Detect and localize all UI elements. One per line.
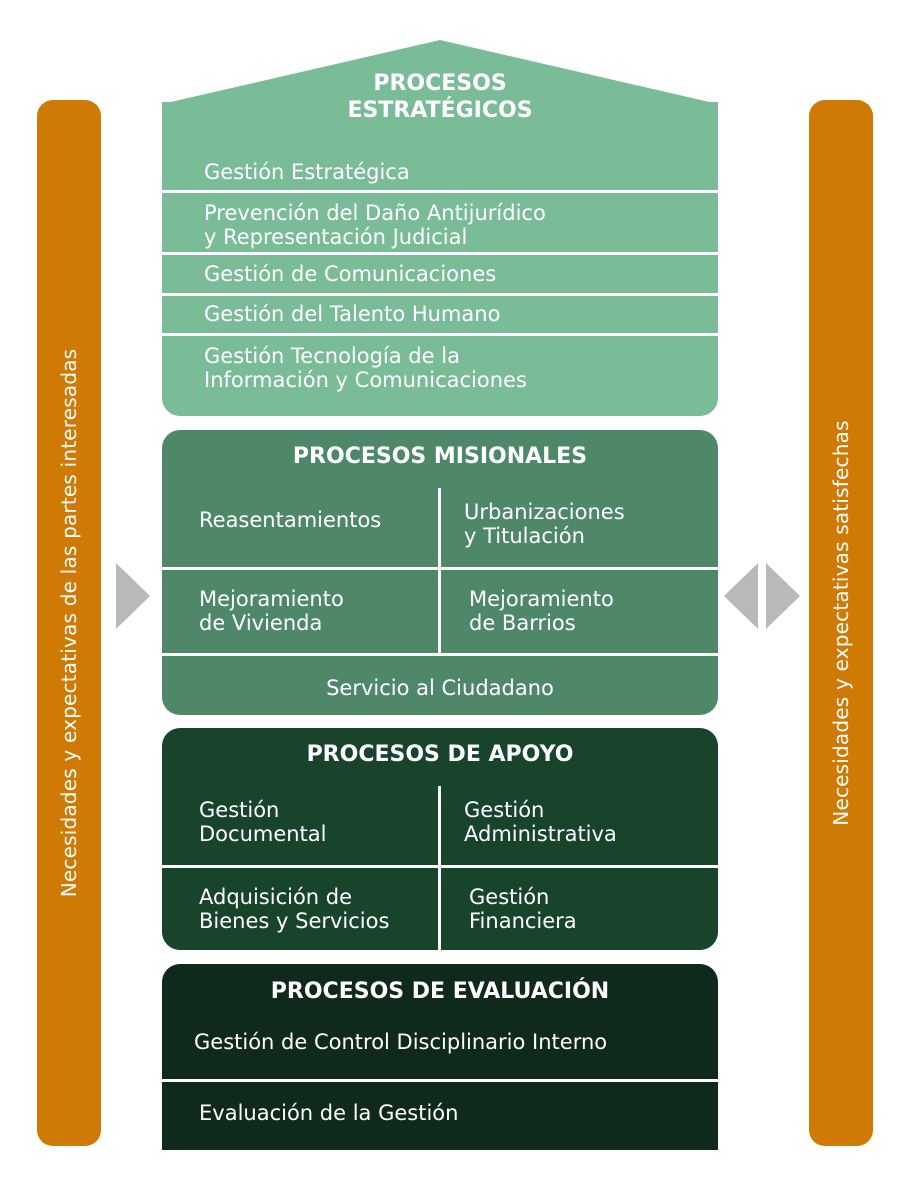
strategic-item-5 — [204, 344, 527, 392]
divider — [438, 488, 441, 653]
strategic-item-2-line1: Prevención del Daño Antijurídico — [204, 201, 546, 225]
divider — [438, 786, 441, 950]
divider — [162, 1079, 718, 1082]
support-cell-adquisicion — [199, 885, 389, 933]
missional-cell-line2: y Titulación — [464, 524, 585, 548]
missional-cell-reasentamientos — [199, 508, 381, 532]
missional-title: PROCESOS MISIONALES — [292, 444, 588, 469]
missional-cell-line1: Urbanizaciones — [464, 500, 625, 524]
divider — [162, 653, 718, 656]
strategic-item-1 — [204, 160, 410, 184]
support-title: PROCESOS DE APOYO — [306, 742, 574, 767]
strategic-item-3 — [204, 262, 496, 286]
divider — [162, 333, 718, 336]
strategic-item-4-text: Gestión del Talento Humano — [204, 302, 501, 326]
strategic-item-4 — [204, 302, 500, 326]
support-cell-line1: Gestión — [464, 798, 545, 822]
left-arrow-icon — [724, 563, 758, 629]
evaluation-processes-block — [162, 964, 718, 1150]
missional-cell-line2: de Vivienda — [199, 611, 323, 635]
missional-cell-urbanizaciones — [464, 500, 625, 548]
support-cell-line1: Gestión — [469, 885, 550, 909]
support-cell-line2: Financiera — [469, 909, 577, 933]
evaluation-item-2: Evaluación de la Gestión — [199, 1101, 459, 1125]
left-side-bar — [37, 100, 101, 1146]
divider — [162, 865, 718, 868]
strategic-item-2-line2: y Representación Judicial — [204, 225, 468, 249]
strategic-item-2 — [204, 201, 546, 249]
strategic-title-line2: ESTRATÉGICOS — [347, 98, 533, 123]
right-arrow-icon — [766, 563, 800, 629]
missional-cell-line1: Mejoramiento — [469, 587, 614, 611]
strategic-item-5-line2: Información y Comunicaciones — [204, 368, 527, 392]
support-cell-line2: Documental — [199, 822, 327, 846]
right-side-bar — [809, 100, 873, 1146]
support-cell-line2: Bienes y Servicios — [199, 909, 390, 933]
missional-processes-block — [162, 430, 718, 715]
missional-cell-mejoramiento-barrios — [469, 587, 614, 635]
evaluation-title: PROCESOS DE EVALUACIÓN — [270, 979, 610, 1004]
right-side-label: Necesidades y expectativas satisfechas — [829, 420, 853, 826]
missional-cell-line1: Mejoramiento — [199, 587, 344, 611]
divider — [162, 252, 718, 255]
strategic-processes-block — [162, 98, 718, 416]
support-cell-gestion-administrativa — [464, 798, 617, 846]
support-cell-gestion-documental — [199, 798, 327, 846]
right-arrow-icon — [116, 563, 150, 629]
missional-footer: Servicio al Ciudadano — [326, 676, 554, 700]
divider — [162, 567, 718, 570]
strategic-item-3-text: Gestión de Comunicaciones — [204, 262, 497, 286]
left-side-label: Necesidades y expectativas de las partes interesadas — [57, 348, 81, 898]
divider — [162, 190, 718, 193]
support-cell-line1: Gestión — [199, 798, 280, 822]
strategic-title-line1: PROCESOS — [373, 71, 507, 96]
missional-cell-mejoramiento-vivienda — [199, 587, 344, 635]
support-cell-gestion-financiera — [469, 885, 577, 933]
support-processes-block — [162, 728, 718, 950]
strategic-item-1-text: Gestión Estratégica — [204, 160, 410, 184]
missional-cell-text: Reasentamientos — [199, 508, 382, 532]
support-cell-line1: Adquisición de — [199, 885, 353, 909]
divider — [162, 293, 718, 296]
strategic-item-5-line1: Gestión Tecnología de la — [204, 344, 460, 368]
missional-cell-line2: de Barrios — [469, 611, 576, 635]
evaluation-item-1: Gestión de Control Disciplinario Interno — [194, 1030, 608, 1054]
support-cell-line2: Administrativa — [464, 822, 617, 846]
